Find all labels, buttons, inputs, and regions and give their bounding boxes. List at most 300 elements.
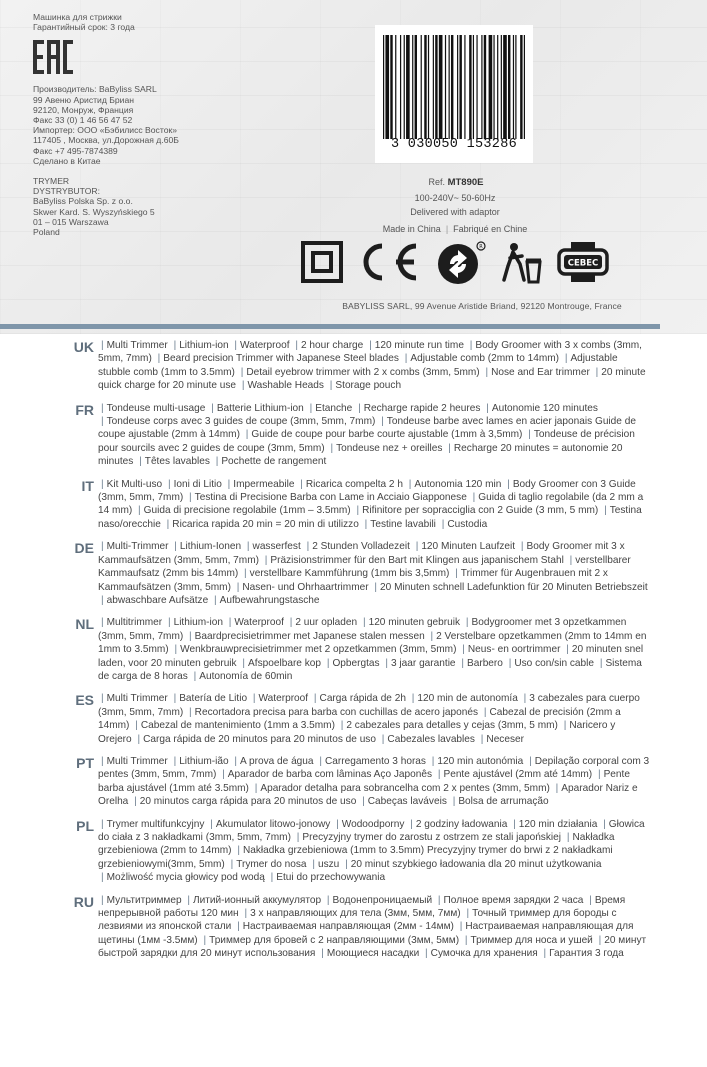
- feature-item: Trymer do nosa: [236, 858, 307, 870]
- feature-item: Multi-Trimmer: [106, 541, 169, 553]
- feature-item: Trimmer für Augenbrauen mit 2 x Kammaufsätzen (3mm, 5mm): [98, 568, 608, 593]
- separator: |: [101, 617, 104, 629]
- feature-item: 120 Minuten Laufzeit: [421, 541, 516, 553]
- separator: |: [589, 894, 592, 906]
- separator: |: [101, 340, 104, 351]
- separator: |: [437, 769, 441, 781]
- feature-item: Wodoodporny: [341, 818, 405, 830]
- feature-item: Batterie Lithium-ion: [216, 402, 304, 414]
- separator: |: [523, 693, 527, 705]
- separator: |: [425, 948, 428, 960]
- feature-item: Testina naso/orecchie: [98, 505, 642, 530]
- separator: |: [187, 894, 191, 906]
- separator: |: [236, 581, 240, 593]
- separator: |: [101, 872, 104, 884]
- feature-item: Aparador Nariz e Orelha: [98, 782, 638, 808]
- info-line: Факс +7 495-7874389: [33, 145, 118, 156]
- separator: |: [362, 796, 365, 808]
- info-line: Импортер: ООО «Бэбилисс Восток»: [33, 125, 178, 136]
- separator: |: [173, 755, 177, 767]
- feature-item: Guida di taglio regolabile (da 2 mm a 14 mm): [98, 492, 644, 517]
- feature-item: Etui do przechowywania: [276, 872, 386, 884]
- info-line: 01 – 015 Warszawa: [33, 216, 109, 227]
- separator: |: [101, 541, 104, 553]
- made-in-line: Made in China | Fabriqué en Chine: [382, 224, 528, 234]
- feature-text: [98, 755, 650, 809]
- svg-text:R: R: [479, 244, 483, 250]
- language-code: DE: [74, 540, 94, 557]
- barcode-box: [375, 25, 533, 163]
- feature-item: Nakładka grzebieniowa (1mm to 3.5mm) Precyzyjny trymer do brwi z 2 nakładkami grzebieniowymi(3mm, 5mm): [98, 845, 613, 870]
- separator: |: [597, 769, 601, 781]
- separator: |: [374, 581, 378, 593]
- feature-item: 120 min autonómia: [437, 755, 524, 767]
- info-line: 92120, Монруж, Франция: [33, 104, 134, 115]
- language-code: FR: [75, 401, 94, 418]
- separator: |: [448, 442, 451, 454]
- language-section-pl: [60, 818, 650, 885]
- feature-item: Impermeabile: [233, 478, 295, 490]
- feature-item: 2 Verstelbare opzetkammen (2mm to 14mm en 1mm to 3.5mm): [98, 630, 647, 656]
- separator: |: [566, 644, 569, 656]
- separator: |: [485, 366, 489, 378]
- info-line: Гарантийный срок: 3 года: [33, 22, 135, 33]
- feature-item: Beard precision Trimmer with Japanese Steel blades: [163, 353, 399, 365]
- feature-item: Washable Heads: [247, 380, 324, 392]
- separator: |: [203, 934, 207, 946]
- info-line: Skwer Kard. S. Wyszyńskiego 5: [33, 206, 155, 217]
- feature-item: Aparador de barba com lâminas Aço Japonês: [227, 769, 433, 781]
- feature-item: Testina di Precisione Barba con Lame in Acciaio Giapponese: [194, 492, 467, 504]
- feature-item: Nasen- und Ohrhaartrimmer: [242, 581, 369, 593]
- separator: |: [101, 894, 104, 906]
- feature-item: Body Groomer con 3 Guide (3mm, 5mm, 7mm): [98, 478, 636, 504]
- feature-item: Guida di precisione regolabile (1mm – 3.5mm): [143, 505, 351, 517]
- ref-label: Ref.: [428, 177, 446, 187]
- feature-item: Водонепроницаемый: [332, 894, 433, 906]
- feature-item: Storage pouch: [335, 380, 402, 392]
- language-code: IT: [81, 477, 94, 494]
- separator: |: [508, 657, 512, 669]
- separator: |: [137, 733, 141, 745]
- separator: |: [430, 630, 434, 642]
- language-code: PL: [76, 817, 94, 834]
- separator: |: [241, 380, 245, 392]
- feature-item: wasserfest: [252, 541, 301, 553]
- feature-item: Wenkbrauwprecisietrimmer met 2 opzetkammen (3mm, 5mm): [180, 644, 457, 656]
- feature-item: Body Groomer mit 3 x Kammaufsätzen (3mm, 5mm, 7mm): [98, 541, 625, 566]
- feature-text: [98, 540, 650, 607]
- separator: |: [603, 818, 606, 830]
- feature-item: Adjustable stubble comb (1mm to 3.5mm): [98, 353, 618, 378]
- cebec-mark-icon: [555, 240, 611, 286]
- feature-item: 20 минут быстрой зарядки для 20 минут использования: [98, 934, 647, 960]
- feature-item: 2 Stunden Volladezeit: [312, 541, 410, 553]
- separator: |: [252, 693, 256, 705]
- feature-item: Neus- en oortrimmer: [467, 644, 561, 656]
- label-top-panel: [0, 0, 707, 334]
- separator: |: [174, 644, 178, 656]
- feature-item: Tondeuse nez + oreilles: [336, 442, 443, 454]
- feature-item: Pente barba ajustável (1mm até 3.5mm): [98, 769, 630, 794]
- separator: |: [321, 948, 324, 960]
- info-line: TRYMER: [33, 176, 70, 187]
- separator: |: [254, 782, 258, 794]
- feature-item: Cabezal de precisión (2mm a 14mm): [98, 706, 621, 732]
- feature-item: 2 uur opladen: [295, 617, 358, 629]
- feature-item: Recharge rapide 2 heures: [363, 402, 481, 414]
- feature-item: Głowica do ciała z 3 nakładkami (3mm, 5mm, 7mm): [98, 818, 645, 843]
- feature-item: Akumulator litowo-jonowy: [215, 818, 331, 830]
- separator: |: [415, 541, 419, 553]
- separator: |: [173, 340, 177, 351]
- feature-item: 20 minute quick charge for 20 minute use: [98, 366, 646, 392]
- feature-item: 3 jaar garantie: [391, 657, 456, 669]
- feature-item: Body Groomer with 3 x combs (3mm, 5mm, 7mm): [98, 340, 642, 365]
- made-in-fr: Fabriqué en Chine: [453, 224, 528, 234]
- feature-item: Cabezales lavables: [387, 733, 475, 745]
- separator: |: [189, 706, 192, 718]
- feature-item: Триммер для бровей с 2 направляющими (3мм, 5мм): [209, 934, 460, 946]
- feature-item: 20 minuten snel laden, voor 20 minuten gebruik: [98, 644, 644, 669]
- info-line: Машинка для стрижки: [33, 12, 122, 22]
- separator: |: [234, 755, 237, 767]
- feature-item: Trymer multifunkcyjny: [106, 818, 205, 830]
- separator: |: [189, 630, 192, 642]
- feature-item: Cabeças laváveis: [367, 796, 447, 808]
- info-line: Сделано в Китае: [33, 155, 101, 166]
- separator: |: [240, 366, 244, 378]
- separator: |: [369, 340, 372, 351]
- separator: |: [166, 518, 170, 530]
- adaptor-note: Delivered with adaptor: [410, 207, 500, 217]
- feature-item: Naricero y Orejero: [98, 720, 616, 745]
- separator: |: [480, 733, 484, 745]
- feature-item: Триммер для носа и ушей: [470, 934, 593, 946]
- separator: |: [326, 657, 330, 669]
- feature-item: Lithium-Ionen: [179, 541, 242, 553]
- language-code: UK: [73, 339, 94, 355]
- feature-item: Uso con/sin cable: [514, 657, 595, 669]
- feature-item: 120 minute run time: [374, 340, 464, 351]
- separator: |: [101, 755, 104, 767]
- separator: |: [329, 380, 333, 392]
- feature-item: 3 cabezales para cuerpo (3mm, 5mm, 7mm): [98, 693, 640, 718]
- separator: |: [319, 755, 322, 767]
- feature-item: Multi Trimmer: [106, 693, 168, 705]
- feature-item: Ricarica rapida 20 min = 20 min di utilizzo: [172, 518, 359, 530]
- separator: |: [452, 796, 456, 808]
- feature-item: Waterproof: [258, 693, 309, 705]
- feature-item: Autonomia 120 min: [414, 478, 502, 490]
- info-line: Факс 33 (0) 1 46 56 47 52: [33, 115, 133, 126]
- feature-item: Ioni di Litio: [173, 478, 222, 490]
- feature-item: Depilação corporal com 3 pentes (3mm, 5mm, 7mm): [98, 755, 650, 781]
- feature-item: 2 hour charge: [301, 340, 364, 351]
- separator: |: [555, 782, 559, 794]
- manufacturer-address: BABYLISS SARL, 99 Avenue Aristide Briand, 92120 Montrouge, France: [342, 301, 622, 311]
- feature-text: [98, 894, 650, 961]
- feature-item: Têtes lavables: [144, 456, 210, 468]
- feature-item: Cabezal de mantenimiento (1mm a 3.5mm): [140, 720, 335, 732]
- separator: |: [437, 894, 441, 906]
- separator: |: [595, 366, 599, 378]
- feature-item: Opbergtas: [332, 657, 380, 669]
- feature-text: [98, 818, 650, 885]
- language-code: ES: [75, 692, 94, 709]
- feature-item: Afspoelbare kop: [248, 657, 321, 669]
- feature-item: Detail eyebrow trimmer with 2 x combs (3mm, 5mm): [246, 366, 480, 378]
- separator: |: [214, 594, 217, 606]
- feature-item: Autonomie 120 minutes: [491, 402, 598, 414]
- separator: |: [598, 934, 602, 946]
- separator: |: [296, 832, 300, 843]
- separator: |: [246, 541, 250, 553]
- separator: |: [326, 894, 330, 906]
- separator: |: [336, 818, 339, 830]
- feature-item: Nakładka grzebieniowa (2mm to 14mm): [98, 832, 615, 857]
- eac-mark-icon: [33, 40, 73, 74]
- feature-item: Lithium-ião: [179, 755, 229, 767]
- separator: |: [295, 340, 298, 351]
- feature-item: verstellbare Kammführung (1mm bis 3,5mm): [249, 568, 450, 580]
- info-line: DYSTRYBUTOR:: [33, 186, 101, 197]
- separator: |: [381, 416, 384, 428]
- feature-item: Aufbewahrungstasche: [219, 594, 320, 606]
- separator: |: [385, 657, 389, 669]
- feature-item: Lithium-ion: [173, 617, 223, 629]
- feature-item: Testine lavabili: [370, 518, 436, 530]
- language-code: PT: [76, 754, 94, 771]
- separator: |: [210, 818, 213, 830]
- feature-item: A prova de água: [240, 755, 314, 767]
- separator: |: [167, 617, 171, 629]
- separator: |: [410, 818, 413, 830]
- separator: |: [227, 478, 231, 490]
- separator: |: [173, 693, 177, 705]
- separator: |: [313, 693, 317, 705]
- separator: |: [466, 908, 470, 920]
- separator: |: [464, 934, 468, 946]
- feature-text: [98, 692, 650, 746]
- feature-item: Tondeuse de précision pour sourcils avec 2 guides de coupe (3mm, 5mm): [98, 429, 635, 454]
- separator: |: [101, 478, 104, 490]
- separator: |: [469, 340, 473, 351]
- feature-item: Aparador detalha para sobrancelha com 2 x pentes (3mm, 5mm): [260, 782, 550, 794]
- separator: |: [362, 617, 366, 629]
- separator: |: [381, 733, 385, 745]
- separator: |: [101, 416, 104, 428]
- separator: |: [234, 340, 237, 351]
- feature-item: Recortadora precisa para barba con cuchillas de acero japonés: [194, 706, 479, 718]
- separator: |: [564, 353, 568, 365]
- feature-item: Tondeuse corps avec 3 guides de coupe (3mm, 5mm, 7mm): [106, 416, 376, 428]
- feature-item: Гарантия 3 года: [549, 948, 624, 960]
- separator: |: [455, 568, 458, 580]
- feature-text: [98, 402, 650, 469]
- ce-mark-icon: [352, 240, 422, 284]
- separator: |: [543, 948, 547, 960]
- info-line: BaByliss Polska Sp. z o.o.: [33, 196, 133, 207]
- feature-item: abwaschbare Aufsätze: [106, 594, 209, 606]
- feature-item: Autonomía de 60min: [199, 670, 293, 682]
- separator: |: [345, 858, 348, 870]
- separator: |: [459, 921, 463, 933]
- feature-item: 120 min de autonomía: [417, 693, 518, 705]
- feature-item: Мультитриммер: [106, 894, 182, 906]
- separator: |: [215, 456, 219, 468]
- separator: |: [566, 832, 570, 843]
- feature-item: Präzisionstrimmer für den Bart mit Klingen aus japanischem Stahl: [270, 554, 564, 566]
- separator: |: [486, 402, 489, 414]
- feature-item: Nose and Ear trimmer: [491, 366, 590, 378]
- feature-item: Настраиваемая направляющая для щетины (1мм -3.5мм): [98, 921, 634, 946]
- language-section-uk: [60, 339, 650, 393]
- feature-item: 2 cabezales para detalles y cejas (3mm, 5 mm): [346, 720, 558, 732]
- separator: |: [230, 858, 234, 870]
- separator: |: [157, 353, 161, 365]
- separator: |: [101, 402, 104, 414]
- separator: |: [330, 442, 334, 454]
- language-code: RU: [73, 893, 94, 910]
- feature-item: Настраиваемая направляющая (2мм - 14мм): [242, 921, 454, 933]
- feature-item: 120 min działania: [518, 818, 598, 830]
- separator: |: [174, 541, 177, 553]
- feature-item: Rifinitore per sopracciglia con 2 Guide (3 mm, 5 mm): [362, 505, 599, 517]
- feature-item: Recharge 20 minutes = autonomie 20 minutes: [98, 442, 623, 468]
- feature-item: Etanche: [315, 402, 353, 414]
- separator: |: [101, 818, 104, 830]
- feature-item: Guide de coupe pour barbe courte ajustable (1mm à 3,5mm): [251, 429, 523, 441]
- separator: |: [513, 818, 516, 830]
- separator: |: [462, 644, 465, 656]
- feature-item: Barbero: [466, 657, 503, 669]
- feature-item: Kit Multi-uso: [106, 478, 163, 490]
- separator: |: [211, 402, 214, 414]
- separator: |: [529, 755, 532, 767]
- feature-item: Precyzyjny trymer do zarostu z ostrzem ze stali japońskiej: [302, 832, 562, 843]
- separator: |: [465, 617, 469, 629]
- language-list: [60, 339, 650, 970]
- feature-item: Batería de Litio: [179, 693, 248, 705]
- cebec-label: CEBEC: [567, 258, 599, 269]
- ref-line: [376, 177, 536, 188]
- info-line: 99 Авеню Аристид Бриан: [33, 94, 134, 105]
- separator: |: [364, 518, 368, 530]
- feature-item: Bodygroomer met 3 opzetkammen (3mm, 5mm, 7mm): [98, 617, 627, 642]
- feature-item: Carregamento 3 horas: [324, 755, 426, 767]
- feature-item: Точный триммер для бороды с лезвиями из японской стали: [98, 908, 617, 933]
- separator: |: [356, 505, 360, 517]
- separator: |: [312, 858, 315, 870]
- feature-item: Carga rápida de 2h: [319, 693, 406, 705]
- info-line: 117405 , Москва, ул.Дорожная д.60Б: [33, 135, 179, 146]
- feature-item: 20 minut szybkiego ładowania dla 20 minut użytkowania: [350, 858, 602, 870]
- separator: |: [411, 693, 415, 705]
- language-code: NL: [75, 616, 94, 633]
- product-info: [280, 0, 707, 334]
- feature-item: Tondeuse multi-usage: [106, 402, 206, 414]
- feature-text: [98, 616, 650, 683]
- separator: |: [408, 478, 412, 490]
- feature-item: Время непрерывной работы 120 мин: [98, 894, 626, 920]
- feature-item: verstellbarer Kammaufsatz (2mm bis 14mm): [98, 554, 631, 580]
- feature-item: Baardprecisietrimmer met Japanese stalen messen: [194, 630, 425, 642]
- feature-item: Bolsa de arrumação: [458, 796, 549, 808]
- separator: |: [300, 478, 303, 490]
- separator: |: [507, 478, 510, 490]
- separator: |: [270, 872, 274, 884]
- feature-item: Сумочка для хранения: [430, 948, 538, 960]
- separator: |: [242, 657, 246, 669]
- separator: |: [167, 478, 171, 490]
- language-section-de: [60, 540, 650, 607]
- feature-item: Sistema de carga de 8 horas: [98, 657, 642, 682]
- feature-item: Multi Trimmer: [106, 340, 168, 351]
- feature-item: uszu: [317, 858, 340, 870]
- feature-item: Możliwość mycia głowicy pod wodą: [106, 872, 265, 884]
- feature-item: Multitrimmer: [106, 617, 163, 629]
- separator: |: [222, 769, 225, 781]
- feature-item: 20 minutos carga rápida para 20 minutos de uso: [139, 796, 357, 808]
- feature-item: Neceser: [486, 733, 524, 745]
- feature-item: 3 х направляющих для тела (3мм, 5мм, 7мм): [250, 908, 461, 920]
- feature-item: 2 godziny ładowania: [415, 818, 508, 830]
- barcode-icon: [383, 35, 525, 139]
- feature-item: Tondeuse barbe avec lames en acier japonais Guide de coupe ajustable (2mm à 14mm): [98, 416, 636, 441]
- feature-item: Ricarica compelta 2 h: [305, 478, 403, 490]
- double-insulation-icon: [300, 240, 344, 284]
- separator: |: [472, 492, 476, 504]
- separator: |: [245, 429, 249, 441]
- feature-item: Multi Trimmer: [106, 755, 168, 767]
- info-line: Производитель: BaByliss SARL: [33, 84, 157, 95]
- feature-item: Pente ajustável (2mm até 14mm): [443, 769, 593, 781]
- feature-item: Carga rápida de 20 minutos para 20 minutos de uso: [143, 733, 376, 745]
- feature-item: Моющиеся насадки: [326, 948, 420, 960]
- separator: |: [431, 755, 435, 767]
- separator: |: [134, 796, 137, 808]
- separator: |: [138, 505, 141, 517]
- feature-item: 120 minuten gebruik: [368, 617, 461, 629]
- separator: |: [563, 720, 567, 732]
- ref-value: MT890E: [447, 177, 484, 188]
- made-in-en: Made in China: [382, 224, 441, 234]
- separator: |: [358, 402, 361, 414]
- separator: |: [461, 657, 464, 669]
- separator: |: [309, 402, 313, 414]
- separator: |: [244, 908, 248, 920]
- separator: |: [404, 353, 408, 365]
- separator: |: [520, 541, 524, 553]
- separator: |: [289, 617, 293, 629]
- certification-marks: [300, 240, 620, 286]
- separator: |: [193, 670, 197, 682]
- accent-divider: [0, 324, 660, 329]
- separator: |: [340, 720, 344, 732]
- feature-text: [98, 339, 650, 393]
- feature-item: Waterproof: [234, 617, 284, 629]
- language-section-pt: [60, 755, 650, 809]
- feature-item: Литий-ионный аккумулятор: [193, 894, 322, 906]
- separator: |: [139, 456, 142, 468]
- separator: |: [101, 693, 104, 705]
- separator: |: [244, 568, 247, 580]
- feature-item: Lithium-ion: [179, 340, 229, 351]
- tidyman-disposal-icon: [500, 240, 544, 286]
- separator: |: [306, 541, 310, 553]
- feature-text: [98, 478, 650, 532]
